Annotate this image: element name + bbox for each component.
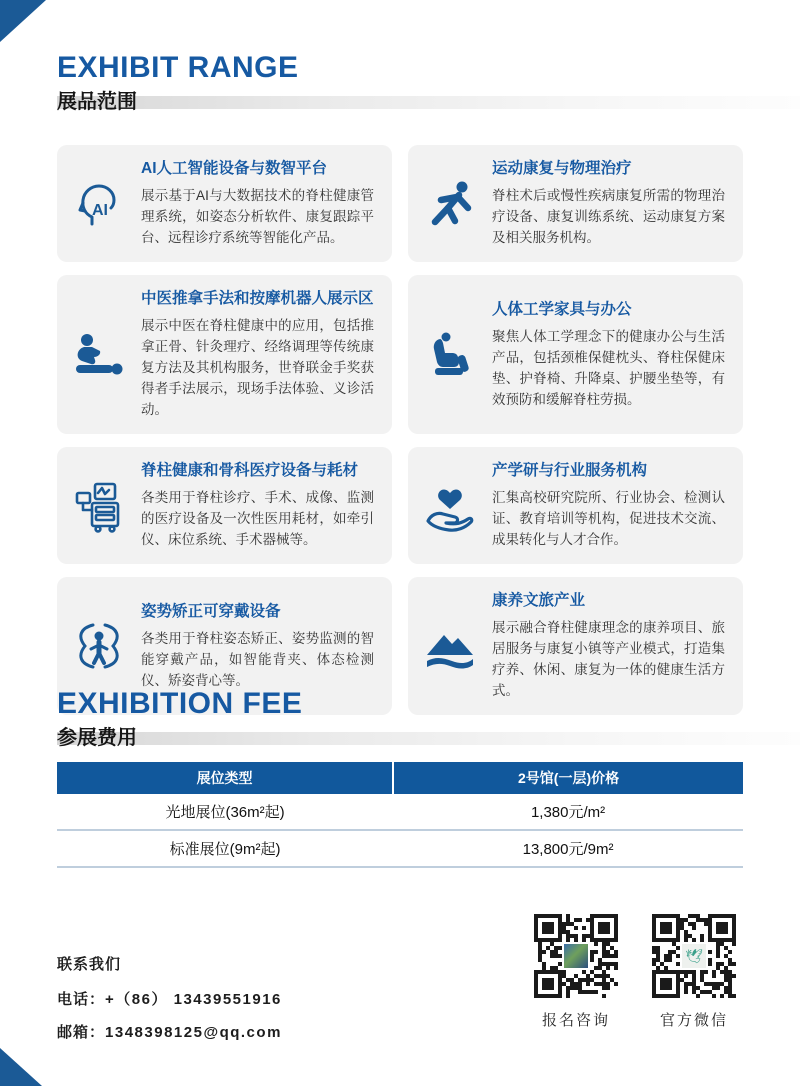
card-body: 汇集高校研究院所、行业协会、检测认证、教育培训等机构，促进技术交流、成果转化与人才合作。 xyxy=(492,490,725,547)
email-label: 邮箱： xyxy=(57,1024,106,1041)
fee-cell-booth-type: 标准展位(9m²起) xyxy=(57,830,393,867)
contact-block xyxy=(57,953,282,1054)
contact-heading: 联系我们 xyxy=(57,956,122,973)
fee-table-header-price: 2号馆(一层)价格 xyxy=(393,762,743,794)
qr-code-group xyxy=(531,911,739,1030)
card-body: 脊柱术后或慢性疾病康复所需的物理治疗设备、康复训练系统、运动康复方案及相关服务机构。 xyxy=(492,188,725,245)
wellness-travel-icon xyxy=(422,618,478,674)
phone-value: +（86） 13439551916 xyxy=(105,991,282,1008)
signup-qr-logo xyxy=(562,942,590,970)
corner-triangle-bottom-left xyxy=(0,1048,42,1086)
runner-icon xyxy=(422,176,478,232)
card-title: 康养文旅产业 xyxy=(492,592,586,609)
card-tcm-massage xyxy=(57,275,392,434)
exhibition-fee-title-zh: 参展费用 xyxy=(57,727,137,749)
card-ai-platform xyxy=(57,145,392,262)
card-medical-equipment xyxy=(57,447,392,564)
massage-icon xyxy=(71,327,127,383)
card-title: 中医推拿手法和按摩机器人展示区 xyxy=(141,290,374,307)
corner-triangle-top-left xyxy=(0,0,46,42)
card-title: 姿势矫正可穿戴设备 xyxy=(141,602,281,620)
card-body: 各类用于脊柱姿态矫正、姿势监测的智能穿戴产品，如智能背夹、体态检测仪、矫姿背心等。 xyxy=(141,630,374,688)
exhibition-fee-header xyxy=(57,688,800,750)
contact-email-line xyxy=(57,1021,282,1042)
exhibit-range-title-zh: 展品范围 xyxy=(57,91,137,113)
exhibition-fee-title-en: EXHIBITION FEE xyxy=(57,687,303,720)
signup-qr-code xyxy=(531,911,621,1001)
fee-cell-price: 13,800元/9m² xyxy=(393,830,743,867)
header-gradient-band xyxy=(57,96,800,109)
fee-cell-booth-type: 光地展位(36m²起) xyxy=(57,794,393,830)
card-body: 展示中医在脊柱健康中的应用，包括推拿正骨、针灸理疗、经络调理等传统康复方法及其机构服务，世脊联金手奖获得者手法展示，现场手法体验、义诊活动。 xyxy=(141,318,374,417)
card-ergonomic-furniture xyxy=(408,275,743,434)
card-body: 各类用于脊柱诊疗、手术、成像、监测的医疗设备及一次性医用耗材，如牵引仪、床位系统、手术器械等。 xyxy=(141,490,374,547)
wechat-qr-label: 官方微信 xyxy=(659,1012,728,1029)
ergonomic-chair-icon xyxy=(422,327,478,383)
medical-device-icon xyxy=(71,478,127,534)
hand-heart-icon xyxy=(422,478,478,534)
exhibit-range-header xyxy=(57,52,800,114)
exhibit-cards-grid xyxy=(57,145,743,715)
signup-qr-item xyxy=(531,911,621,1030)
fee-table-header-row xyxy=(57,762,743,794)
email-value: 1348398125@qq.com xyxy=(105,1024,282,1041)
svg-text:AI: AI xyxy=(92,201,108,219)
card-industry-services xyxy=(408,447,743,564)
fee-table-row xyxy=(57,794,743,830)
posture-wearable-icon xyxy=(71,618,127,674)
card-title: 运动康复与物理治疗 xyxy=(492,160,632,177)
card-sports-rehab xyxy=(408,145,743,262)
fee-table-header-booth-type: 展位类型 xyxy=(57,762,393,794)
card-title: 人体工学家具与办公 xyxy=(492,300,632,318)
exhibit-range-title-en: EXHIBIT RANGE xyxy=(57,51,299,84)
phone-label: 电话： xyxy=(57,991,106,1008)
signup-qr-label: 报名咨询 xyxy=(541,1012,610,1029)
wechat-qr-logo: 🕊 xyxy=(680,942,708,970)
fee-table xyxy=(57,762,743,868)
contact-phone-line xyxy=(57,988,282,1009)
card-title: 脊柱健康和骨科医疗设备与耗材 xyxy=(141,462,359,479)
fee-cell-price: 1,380元/m² xyxy=(393,794,743,830)
wechat-qr-item xyxy=(649,911,739,1030)
card-body: 聚焦人体工学理念下的健康办公与生活产品，包括颈椎保健枕头、脊柱保健床垫、护脊椅、升降桌、护腰坐垫等，有效预防和缓解脊柱劳损。 xyxy=(492,328,725,407)
header-gradient-band xyxy=(57,732,800,745)
card-title: 产学研与行业服务机构 xyxy=(492,462,648,479)
card-title: AI人工智能设备与数智平台 xyxy=(141,160,328,177)
card-body: 展示基于AI与大数据技术的脊柱健康管理系统，如姿态分析软件、康复跟踪平台、远程诊疗系统等智能化产品。 xyxy=(141,188,374,245)
wechat-qr-code xyxy=(649,911,739,1001)
fee-table-row xyxy=(57,830,743,867)
ai-head-icon xyxy=(71,176,127,232)
card-body: 展示融合脊柱健康理念的康养项目、旅居服务与康复小镇等产业模式，打造集疗养、休闲、康复为一体的健康生活方式。 xyxy=(492,620,725,698)
